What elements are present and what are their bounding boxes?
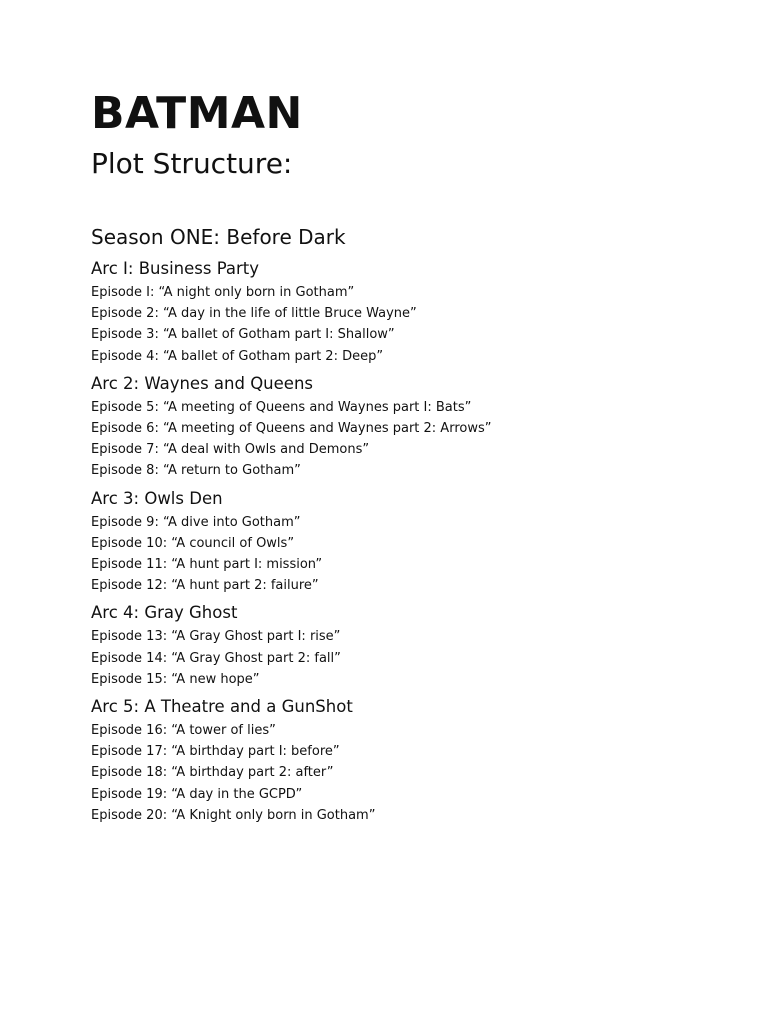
episode-list — [91, 720, 768, 826]
episode-item: Episode 10: “A council of Owls” — [91, 535, 295, 551]
episode-list — [91, 397, 768, 482]
episode-item: Episode 19: “A day in the GCPD” — [91, 786, 303, 802]
episode-item: Episode 2: “A day in the life of little Bruce Wayne” — [91, 306, 417, 322]
episode-item: Episode 20: “A Knight only born in Gotham” — [91, 807, 376, 823]
episode-item: Episode 15: “A new hope” — [91, 671, 260, 687]
episode-list — [91, 626, 768, 690]
arc-section — [91, 696, 768, 826]
episode-item: Episode 13: “A Gray Ghost part I: rise” — [91, 629, 341, 645]
arc-title: Arc 4: Gray Ghost — [91, 603, 238, 623]
arc-title: Arc I: Business Party — [91, 259, 260, 278]
arc-section — [91, 602, 768, 690]
episode-item: Episode 12: “A hunt part 2: failure” — [91, 578, 319, 594]
episode-item: Episode 9: “A dive into Gotham” — [91, 514, 301, 530]
episode-item: Episode 17: “A birthday part I: before” — [91, 744, 340, 760]
episode-item: Episode I: “A night only born in Gotham” — [91, 285, 355, 300]
episode-item: Episode 18: “A birthday part 2: after” — [91, 765, 334, 781]
episode-list — [91, 512, 768, 597]
arc-section — [91, 488, 768, 597]
season-title: Season ONE: Before Dark — [91, 225, 346, 249]
episode-item: Episode 5: “A meeting of Queens and Waynes part I: Bats” — [91, 399, 472, 415]
arc-title: Arc 2: Waynes and Queens — [91, 373, 314, 393]
episode-item: Episode 6: “A meeting of Queens and Waynes part 2: Arrows” — [91, 421, 492, 437]
episode-item: Episode 4: “A ballet of Gotham part 2: Deep” — [91, 348, 384, 364]
episode-item: Episode 16: “A tower of lies” — [91, 723, 276, 739]
arc-section — [91, 373, 768, 482]
arc-section — [91, 258, 768, 367]
document-subtitle: Plot Structure: — [91, 147, 293, 180]
arc-title: Arc 5: A Theatre and a GunShot — [91, 697, 353, 717]
episode-list — [91, 282, 768, 367]
episode-item: Episode 3: “A ballet of Gotham part I: Shallow” — [91, 327, 395, 343]
episode-item: Episode 14: “A Gray Ghost part 2: fall” — [91, 650, 341, 666]
episode-item: Episode 8: “A return to Gotham” — [91, 463, 301, 479]
episode-item: Episode 7: “A deal with Owls and Demons” — [91, 442, 370, 458]
document-title: BATMAN — [91, 88, 303, 139]
episode-item: Episode 11: “A hunt part I: mission” — [91, 557, 323, 573]
arc-title: Arc 3: Owls Den — [91, 488, 223, 508]
